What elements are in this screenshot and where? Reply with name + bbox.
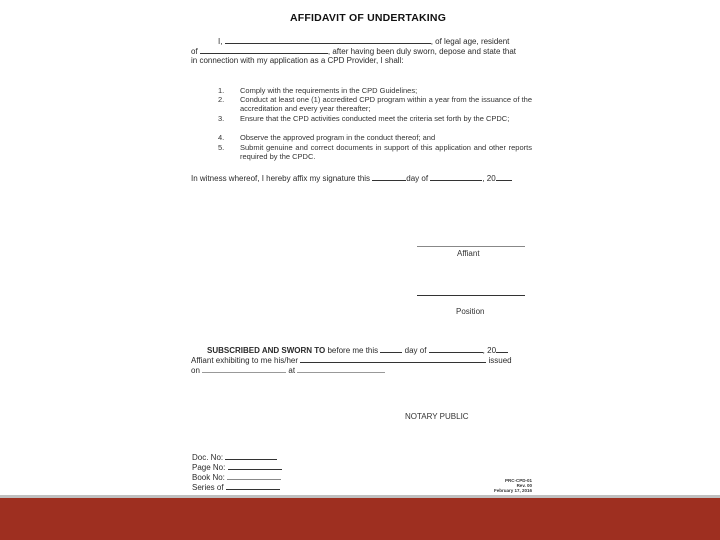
name-blank [225, 36, 431, 44]
list-item: Ensure that the CPD activities conducted meet the criteria set forth by the CPDC; [240, 114, 510, 123]
doc-no-line [192, 452, 277, 462]
jurat-heading: SUBSCRIBED AND SWORN TO [207, 346, 326, 355]
position-signature-line [417, 295, 525, 296]
jurat-month-blank [429, 345, 483, 353]
affiant-label: Affiant [457, 249, 480, 258]
series-blank [226, 482, 280, 490]
day-blank [372, 173, 406, 181]
position-label: Position [456, 307, 485, 316]
item-number: 3. [218, 114, 225, 123]
book-no-blank [227, 472, 281, 480]
intro-i: I, [218, 37, 223, 46]
item-number: 2. [218, 95, 225, 104]
jurat-day-blank [380, 345, 402, 353]
doc-no-label: Doc. No: [192, 453, 224, 462]
intro-line-2 [191, 46, 516, 56]
witness-text: In witness whereof, I hereby affix my signature this [191, 174, 371, 183]
jurat-on: on [191, 366, 200, 375]
witness-line [191, 173, 512, 183]
page-no-line [192, 462, 282, 472]
series-label: Series of [192, 483, 224, 492]
form-date: February 17, 2016 [493, 488, 532, 493]
form-code: PRC-CPD-01 [504, 478, 532, 483]
issued-date-blank [202, 365, 286, 373]
jurat-year-blank [496, 345, 508, 353]
jurat-year: , 20 [482, 346, 497, 355]
list-item: Conduct at least one (1) accredited CPD program within a year from the issuance of the accreditation and every year thereafter; [240, 95, 532, 113]
id-blank [300, 355, 486, 363]
page-no-blank [228, 462, 282, 470]
witness-day-of: day of [406, 174, 429, 183]
intro-line-1 [218, 36, 509, 46]
intro-resident: , of legal age, resident [430, 37, 510, 46]
notary-public-label: NOTARY PUBLIC [405, 412, 469, 421]
jurat-at: at [288, 366, 296, 375]
doc-no-blank [225, 452, 277, 460]
document-title: AFFIDAVIT OF UNDERTAKING [290, 12, 447, 24]
book-no-line [192, 472, 281, 482]
form-revision: Rev. 00 [516, 483, 532, 488]
intro-sworn: , after having been duly sworn, depose and state that [327, 47, 517, 56]
form-code-stamp [470, 478, 532, 493]
jurat-line-1 [207, 345, 508, 355]
jurat-line-3 [191, 365, 385, 375]
intro-of: of [191, 47, 198, 56]
year-blank [496, 173, 512, 181]
jurat-exhibiting: Affiant exhibiting to me his/her [191, 356, 299, 365]
book-no-label: Book No: [192, 473, 225, 482]
jurat-line-2 [191, 355, 512, 365]
item-number: 5. [218, 143, 225, 152]
footer-bar [0, 498, 720, 540]
series-line [192, 482, 280, 492]
issued-place-blank [297, 365, 385, 373]
jurat-issued: issued [488, 356, 512, 365]
month-blank [430, 173, 482, 181]
witness-year: , 20 [482, 174, 496, 183]
address-blank [200, 46, 328, 54]
list-item: Submit genuine and correct documents in support of this application and other reports required by the CPDC. [240, 143, 532, 161]
jurat-before: before me this [327, 346, 379, 355]
list-item: Comply with the requirements in the CPD Guidelines; [240, 86, 418, 95]
item-number: 1. [218, 86, 225, 95]
list-item: Observe the approved program in the conduct thereof; and [240, 133, 436, 142]
intro-line-3: in connection with my application as a CPD Provider, I shall: [191, 56, 404, 65]
affiant-signature-line [417, 246, 525, 247]
page-no-label: Page No: [192, 463, 226, 472]
jurat-day-of: day of [404, 346, 427, 355]
item-number: 4. [218, 133, 225, 142]
